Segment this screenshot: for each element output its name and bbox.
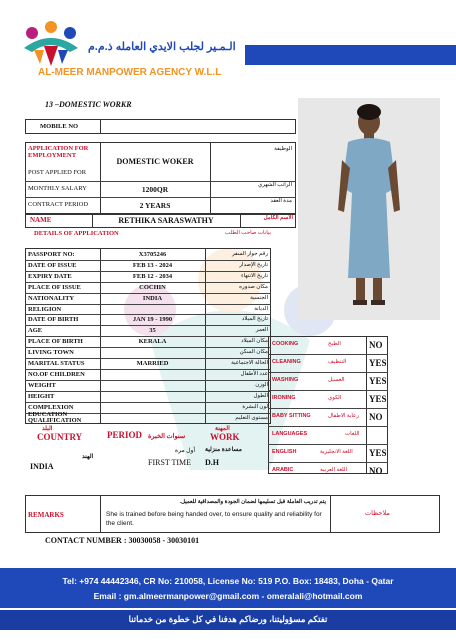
detail-ar: لون البشرة xyxy=(242,403,268,410)
candidate-photo xyxy=(298,98,440,320)
header xyxy=(0,0,456,80)
detail-value: MARRIED xyxy=(136,360,169,367)
exp-work-value-ar: مساعدة منزلية xyxy=(205,447,242,453)
skill-label: COOKING xyxy=(272,341,299,347)
detail-ar: العمر xyxy=(255,327,268,334)
detail-label: AGE xyxy=(28,327,43,335)
detail-value: X3705246 xyxy=(138,251,167,258)
detail-value: FEB 13 - 2024 xyxy=(132,261,173,269)
exp-work-value: D.H xyxy=(205,458,219,467)
detail-ar: تاريخ الميلاد xyxy=(241,316,268,323)
position-value: DOMESTIC WOKER xyxy=(116,157,194,166)
exp-period-label: PERIOD xyxy=(107,430,143,440)
contract-value: 2 YEARS xyxy=(139,201,171,210)
application-label: APPLICATION FOR EMPLOYMENT xyxy=(28,145,89,160)
name-ar: الاسم الكامل xyxy=(263,215,293,221)
language-value: YES xyxy=(369,448,387,458)
salary-value: 1200QR xyxy=(141,185,169,194)
skill-label: CLEANING xyxy=(272,359,301,365)
contract-ar: مدة العقد xyxy=(270,198,292,204)
exp-period-ar: سنوات الخبرة xyxy=(148,433,186,440)
detail-label: EDUCATION QUALIFICATION xyxy=(28,410,82,424)
detail-label: NO.OF CHILDREN xyxy=(28,370,85,378)
detail-label: PASSPORT NO: xyxy=(28,251,75,258)
agency-arabic-name: الـمـير لجلب الايدي العامله ذ.م.م xyxy=(88,41,236,53)
detail-value: FEB 12 - 2034 xyxy=(132,272,173,280)
detail-value: JAN 19 - 1990 xyxy=(132,316,173,324)
exp-country-label: COUNTRY xyxy=(37,432,83,442)
detail-ar: مستوى التعليم xyxy=(235,414,268,421)
skill-value: NO xyxy=(369,412,383,422)
agency-name: AL-MEER MANPOWER AGENCY W.L.L xyxy=(38,67,222,78)
language-label: ENGLISH xyxy=(272,449,297,455)
detail-ar: مكان صدوره xyxy=(239,283,268,290)
remarks-label: REMARKS xyxy=(28,511,64,519)
skill-label: BABY SITTING xyxy=(272,413,311,419)
detail-label: DATE OF ISSUE xyxy=(28,261,77,269)
header-blue-bar xyxy=(245,45,456,65)
skill-value: NO xyxy=(369,340,383,350)
skill-value: YES xyxy=(369,376,387,386)
detail-ar: مكان السكن xyxy=(239,349,268,356)
detail-label: WEIGHT xyxy=(28,381,56,389)
detail-ar: مكان الميلاد xyxy=(241,338,268,345)
detail-label: EXPIRY DATE xyxy=(28,272,72,280)
exp-country-ar: البلد xyxy=(42,426,53,432)
detail-label: RELIGION xyxy=(28,305,62,313)
language-ar: اللغة العربية xyxy=(320,467,348,473)
salary-label: MONTHLY SALARY xyxy=(28,185,87,192)
language-label: ARABIC xyxy=(272,467,294,473)
skill-ar: الكوي xyxy=(328,395,342,401)
remarks-ar-label: ملاحظات xyxy=(365,510,390,517)
detail-ar: عدد الأطفال xyxy=(240,370,268,377)
skill-ar: الطبخ xyxy=(328,341,341,347)
exp-country-value-ar: الهند xyxy=(82,454,94,460)
skill-value: YES xyxy=(369,394,387,404)
details-ar: بيانات صاحب الطلب xyxy=(225,230,272,236)
cv-number-title: 13 –DOMESTIC WORKR xyxy=(45,100,132,109)
detail-ar: الحالة الاجتماعية xyxy=(231,360,268,366)
exp-work-label: WORK xyxy=(210,432,240,442)
skill-ar: التنظيف xyxy=(328,359,347,365)
detail-ar: الوزن xyxy=(255,381,268,388)
detail-value: COCHIN xyxy=(139,283,166,291)
skill-ar: الغسيل xyxy=(328,377,345,383)
remarks-text-ar: يتم تدريب العاملة قبل تسليمها لضمان الجودة والمصداقية للعميل. xyxy=(179,499,326,505)
detail-label: PLACE OF ISSUE xyxy=(28,283,81,291)
footer-line2: Email : gm.almeermanpower@gmail.com - omeralali@hotmail.com xyxy=(93,591,363,601)
name-label: NAME xyxy=(30,216,52,224)
detail-label: MARITAL STATUS xyxy=(28,360,85,367)
skill-value: YES xyxy=(369,358,387,368)
skill-ar: رعاية الاطفال xyxy=(328,413,359,419)
language-value: NO xyxy=(369,466,383,476)
language-ar: اللغة الانجليزية xyxy=(320,449,353,455)
skill-label: WASHING xyxy=(272,377,299,383)
mobile-label: MOBILE NO xyxy=(40,123,79,130)
detail-label: LIVING TOWN xyxy=(28,349,74,357)
person-photo-icon xyxy=(298,98,440,320)
exp-period-value: FIRST TIME xyxy=(148,458,192,467)
detail-ar: رقم جواز السفر xyxy=(231,251,268,257)
footer-slogan: تفتكم مسؤوليتنا، ورضاكم هدفنا في كل خطوة من خدماتنا xyxy=(128,614,328,624)
salary-ar: الراتب الشهري xyxy=(257,182,292,188)
detail-value: KERALA xyxy=(138,338,167,346)
contact-number: CONTACT NUMBER : 30030058 - 30030101 xyxy=(45,536,200,545)
skill-label: IRONING xyxy=(272,395,296,401)
name-value: RETHIKA SARASWATHY xyxy=(118,216,214,225)
detail-ar: الطول xyxy=(253,392,268,399)
detail-ar: تاريخ الإصدار xyxy=(239,261,268,268)
footer-line1: Tel: +974 44442346, CR No: 210058, License No: 519 P.O. Box: 18483, Doha - Qatar xyxy=(62,576,394,586)
detail-ar: الديانة xyxy=(254,305,268,312)
detail-label: HEIGHT xyxy=(28,392,55,400)
detail-ar: الجنسية xyxy=(250,294,268,301)
detail-label: DATE OF BIRTH xyxy=(28,316,79,324)
position-ar: الوظيفة xyxy=(274,146,292,152)
details-label: DETAILS OF APPLICATION xyxy=(34,230,119,237)
contract-label: CONTRACT PERIOD xyxy=(28,201,89,208)
detail-ar: تاريخ الانتهاء xyxy=(241,272,268,279)
languages-ar: اللغات xyxy=(345,431,360,437)
agency-logo-icon xyxy=(20,20,82,68)
detail-value: 35 xyxy=(149,327,156,335)
detail-label: COMPLEXION xyxy=(28,403,74,411)
footer-band xyxy=(0,568,456,608)
detail-value: INDIA xyxy=(142,294,163,302)
exp-country-value: INDIA xyxy=(30,462,54,471)
languages-label: LANGUAGES xyxy=(272,431,308,437)
exp-work-ar: المهنة xyxy=(215,426,230,432)
detail-label: PLACE OF BIRTH xyxy=(28,338,83,346)
detail-label: NATIONALITY xyxy=(28,294,75,302)
remarks-text-en: She is trained before being handed over, to ensure quality and reliability for the client. xyxy=(106,511,322,527)
post-applied-label: POST APPLIED FOR xyxy=(28,169,87,176)
exp-period-value-ar: أول مرة xyxy=(175,448,196,454)
